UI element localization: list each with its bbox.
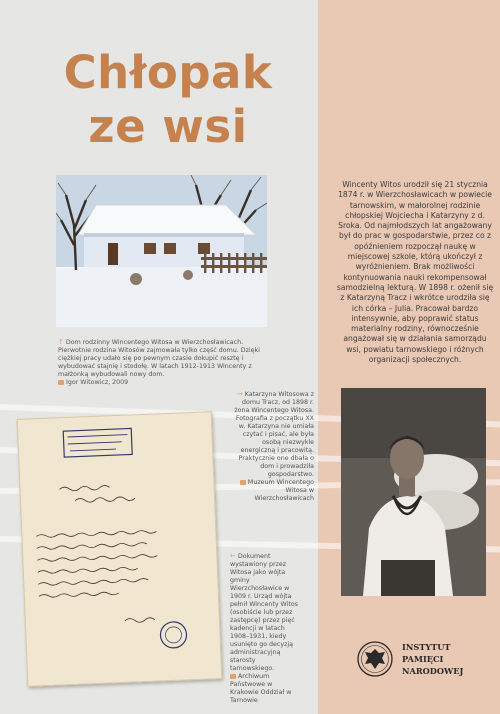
winter-house-image — [56, 175, 267, 327]
logo-wordmark — [402, 641, 492, 677]
house-photo — [56, 175, 267, 327]
logo-line-1: INSTYTUT — [402, 642, 451, 652]
logo-line-3: NARODOWEJ — [402, 666, 464, 676]
arrow-left-icon: ← — [230, 552, 236, 560]
arrow-up-icon: ↑ — [58, 338, 64, 346]
title-line-2: ze wsi — [88, 100, 248, 153]
house-caption — [58, 338, 278, 387]
camera-icon — [58, 380, 64, 385]
wife-caption — [230, 390, 314, 503]
main-body-text: Wincenty Witos urodził się 21 stycznia 1874 r. w Wierzchosławicach w powiecie tarnowskim, w małorolnej rodzinie chłopskiej Wojciecha i Katarzyny z d. Sroka. Od najmłodszych lat angażowany był do prac w gospodarstwie, przez co z opóźnieniem rozpoczął naukę w miejscowej szkole, którą ukończył z wyróżnieniem. Brak możliwości kontynuowania nauki rekompensował samodzielną lekturą. W 1898 r. ożenił się z Katarzyną Tracz i wkrótce urodziła się ich córka – Julia. Pracował bardzo intensywnie, aby poprawić status materialny rodziny, równocześnie angażował się w działania samorządu wsi, powiatu tarnowskiego i różnych organizacji społecznych. — [336, 180, 494, 365]
wife-caption-text: Katarzyna Witosowa z domu Tracz, od 1898 r. żona Wincentego Witosa. Fotografia z początku XX w. Katarzyna nie umiała czytać i pisać, ale była osobą niezwykle energiczną i pracowitą. Praktycznie one dbała o dom i prowadziła gospodarstwo. — [234, 391, 314, 478]
title-line-1: Chłopak — [63, 46, 273, 99]
ipn-logo — [356, 640, 486, 686]
wife-caption-credit: Muzeum Wincentego Witosa w Wierzchosławicach — [247, 479, 314, 502]
portrait-photo — [341, 388, 486, 596]
document-caption-text: Dokument wystawiony przez Witosa jako wójta gminy Wierzchosławice w 1909 r. Urząd wójta pełnił Wincenty Witos (osobiście lub przez zastępcę) przez pięć kadencji w latach 1908–1931, kiedy usunięto go decyzją administracyjną starosty tarnowskiego. — [230, 553, 298, 672]
historical-document — [17, 411, 223, 687]
house-caption-credit: Igor Witowicz, 2009 — [66, 379, 129, 386]
arrow-right-icon: → — [236, 390, 243, 398]
page-title — [28, 46, 308, 154]
document-scan-image — [17, 411, 223, 687]
house-caption-text: Dom rodzinny Wincentego Witosa w Wierzchosławicach. Pierwotnie rodzina Witosów zajmowała tylko część domu. Dzięki ciężkiej pracy udało się po pewnym czasie dokupić resztę i wybudować stajnię i stodołę. W latach 1912-1913 Wincenty z małżonką wybudowali nowy dom. — [58, 339, 260, 378]
woman-portrait-image — [341, 388, 486, 596]
camera-icon — [240, 480, 246, 485]
eagle-emblem-icon — [356, 640, 394, 678]
logo-line-2: PAMIĘCI — [402, 654, 444, 664]
camera-icon — [230, 674, 236, 679]
document-caption — [230, 552, 300, 705]
document-caption-credit: Archiwum Państwowe w Krakowie Oddział w Tarnowie — [230, 673, 292, 704]
